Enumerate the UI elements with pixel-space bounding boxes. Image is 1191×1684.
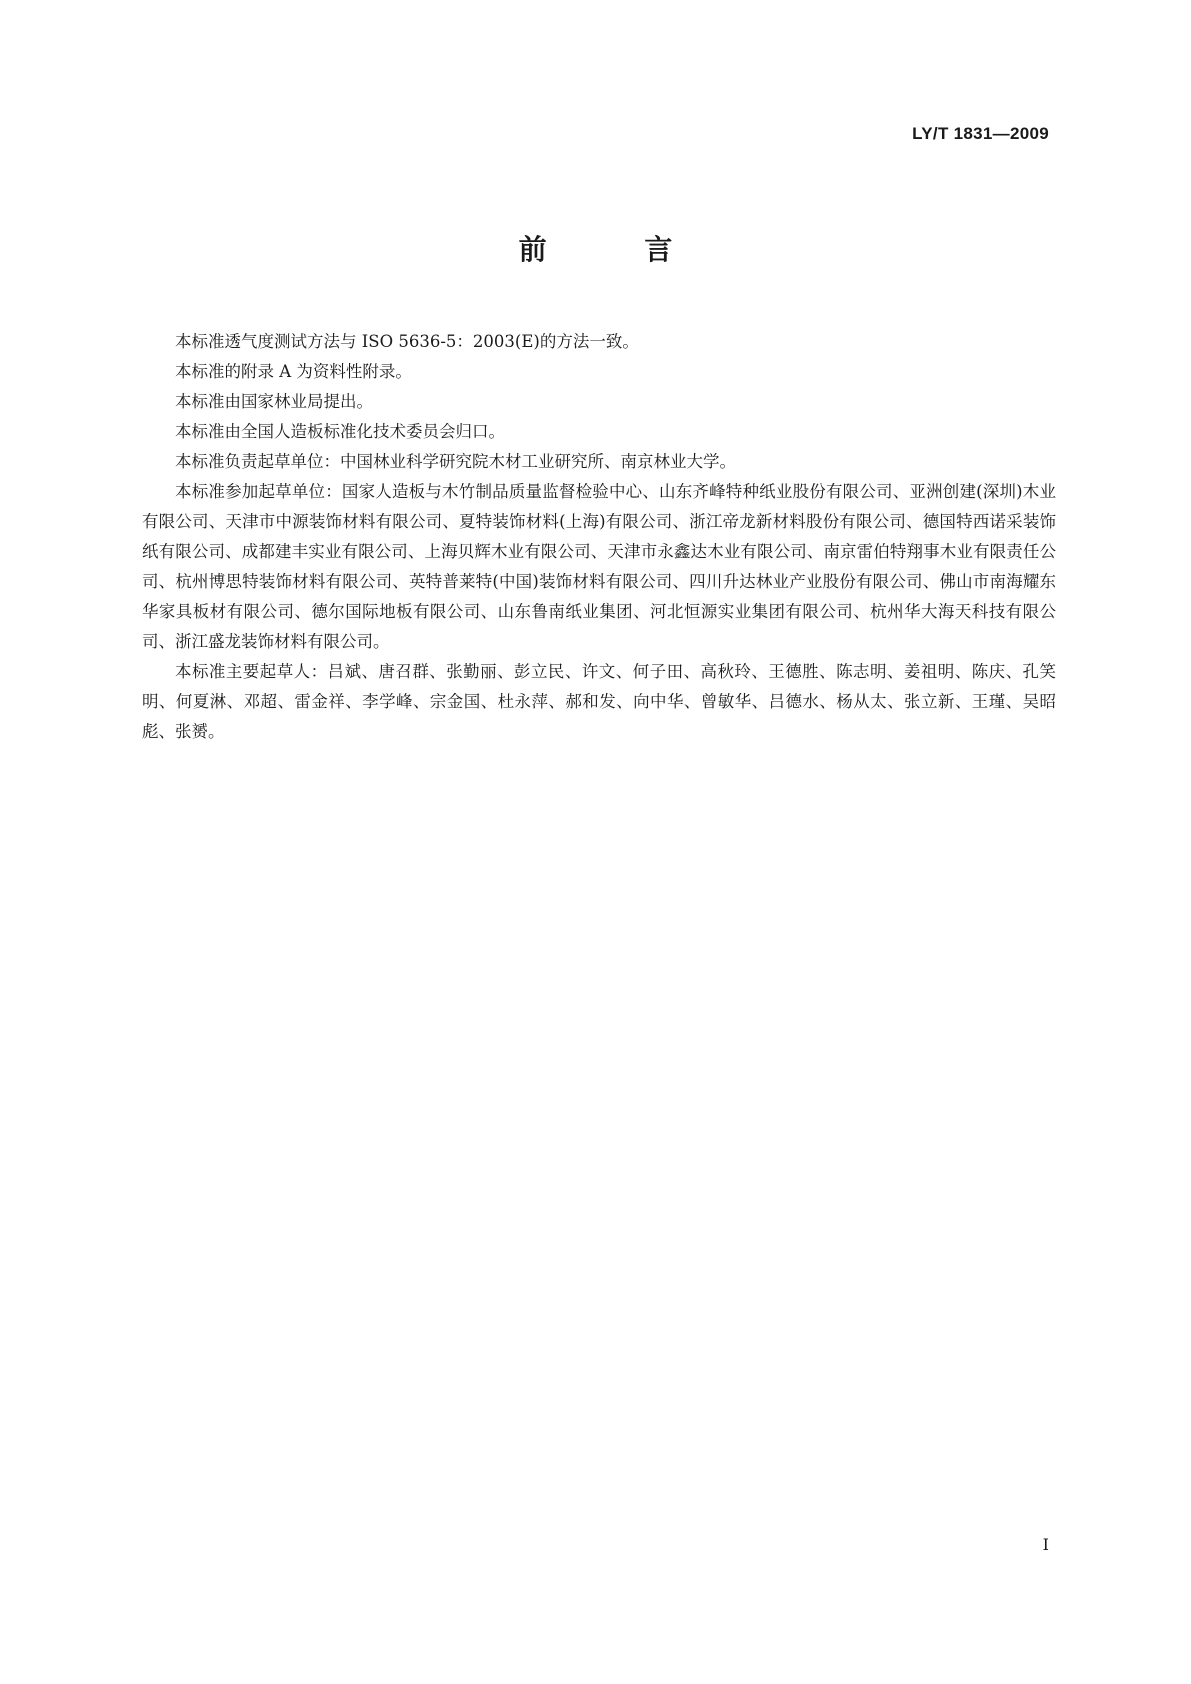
paragraph-committee: 本标准由全国人造板标准化技术委员会归口。 — [175, 422, 505, 441]
paragraph-lead-drafters: 本标准负责起草单位：中国林业科学研究院木材工业研究所、南京林业大学。 — [175, 452, 736, 471]
page-title: 前 言 — [518, 233, 717, 266]
foreword-body — [142, 327, 1056, 747]
standard-code: LY/T 1831—2009 — [912, 124, 1049, 143]
paragraph-method: 本标准透气度测试方法与 ISO 5636-5：2003(E)的方法一致。 — [175, 332, 639, 351]
paragraph-appendix: 本标准的附录 A 为资料性附录。 — [175, 362, 412, 381]
paragraph-proposer: 本标准由国家林业局提出。 — [175, 392, 373, 411]
paragraph-participating-drafters: 本标准参加起草单位：国家人造板与木竹制品质量监督检验中心、山东齐峰特种纸业股份有限公司、亚洲创建(深圳)木业有限公司、天津市中源装饰材料有限公司、夏特装饰材料(上海)有限公司、浙江帝龙新材料股份有限公司、德国特西诺采装饰纸有限公司、成都建丰实业有限公司、上海贝辉木业有限公司、天津市永鑫达木业有限公司、南京雷伯特翔事木业有限责任公司、杭州博思特装饰材料有限公司、英特普莱特(中国)装饰材料有限公司、四川升达林业产业股份有限公司、佛山市南海耀东华家具板材有限公司、德尔国际地板有限公司、山东鲁南纸业集团、河北恒源实业集团有限公司、杭州华大海天科技有限公司、浙江盛龙装饰材料有限公司。 — [142, 482, 1056, 651]
paragraph-main-drafters: 本标准主要起草人：吕斌、唐召群、张勤丽、彭立民、许文、何子田、高秋玲、王德胜、陈志明、姜祖明、陈庆、孔笑明、何夏淋、邓超、雷金祥、李学峰、宗金国、杜永萍、郝和发、向中华、曾敏华、吕德水、杨从太、张立新、王瑾、吴昭彪、张赟。 — [142, 662, 1056, 741]
page-number: I — [1042, 1535, 1049, 1554]
